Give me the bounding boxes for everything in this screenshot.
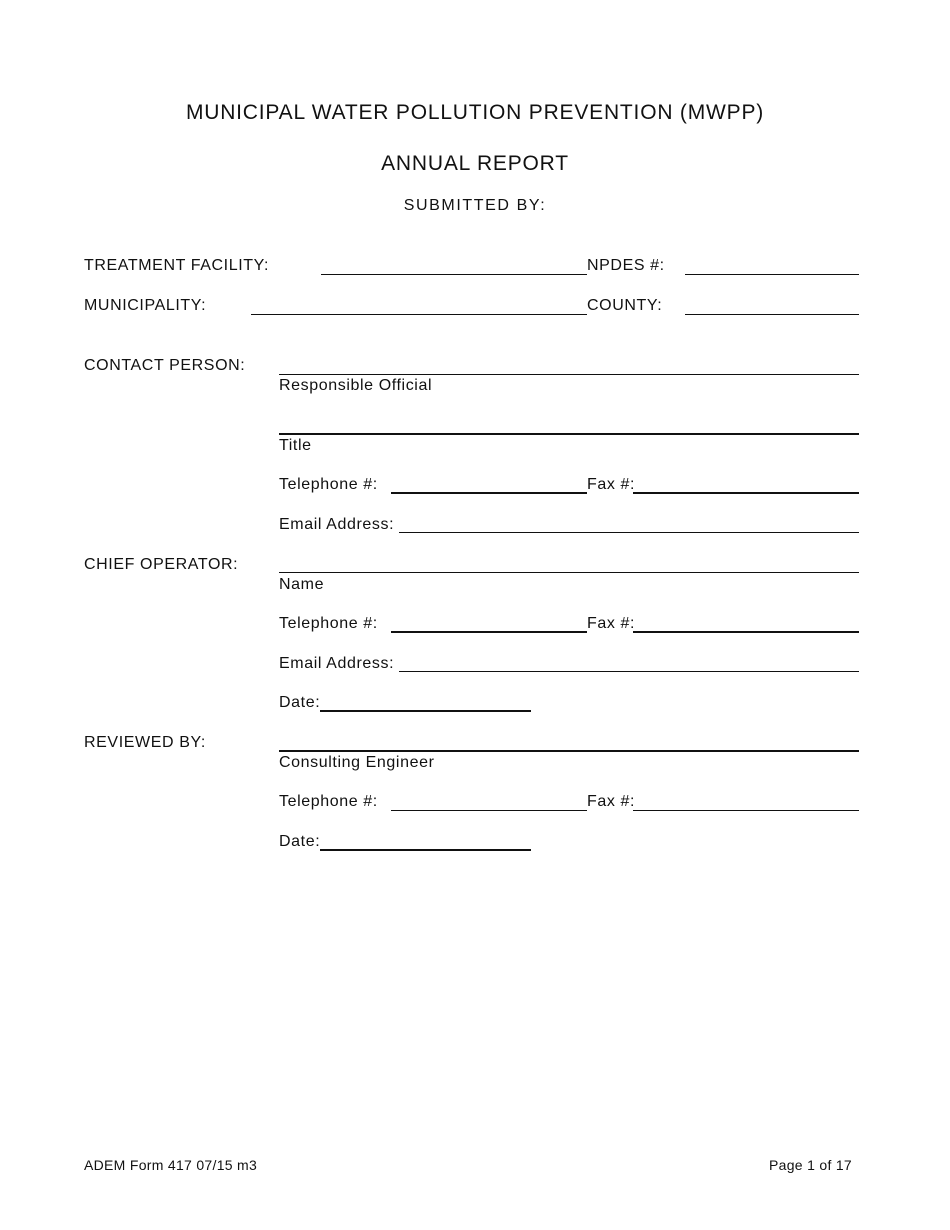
npdes-label: NPDES #: xyxy=(587,257,665,274)
contact-email-field[interactable] xyxy=(399,532,859,533)
reviewer-telephone-label: Telephone #: xyxy=(279,793,378,810)
contact-person-label: CONTACT PERSON: xyxy=(84,357,246,374)
contact-fax-label: Fax #: xyxy=(587,476,636,493)
operator-telephone-label: Telephone #: xyxy=(279,615,378,632)
submitted-by-label: SUBMITTED BY: xyxy=(403,197,547,214)
county-field[interactable] xyxy=(685,314,859,315)
reviewed-by-label: REVIEWED BY: xyxy=(84,734,206,751)
page-number: Page 1 of 17 xyxy=(769,1157,852,1173)
npdes-field[interactable] xyxy=(685,274,859,275)
contact-title-caption: Title xyxy=(279,437,312,454)
form-identifier: ADEM Form 417 07/15 m3 xyxy=(84,1157,258,1173)
operator-name-caption: Name xyxy=(279,576,325,593)
operator-telephone-field[interactable] xyxy=(391,631,587,633)
operator-date-field[interactable] xyxy=(320,710,531,712)
county-label: COUNTY: xyxy=(587,297,663,314)
operator-name-field[interactable] xyxy=(279,572,859,573)
operator-email-field[interactable] xyxy=(399,671,859,672)
contact-fax-field[interactable] xyxy=(633,492,859,494)
reviewer-fax-field[interactable] xyxy=(633,810,859,811)
treatment-facility-label: TREATMENT FACILITY: xyxy=(84,257,270,274)
responsible-official-caption: Responsible Official xyxy=(279,377,433,394)
operator-email-label: Email Address: xyxy=(279,655,395,672)
reviewer-telephone-field[interactable] xyxy=(391,810,587,811)
document-title: MUNICIPAL WATER POLLUTION PREVENTION (MWPP) xyxy=(185,101,765,124)
contact-title-field[interactable] xyxy=(279,433,859,435)
reviewer-fax-label: Fax #: xyxy=(587,793,636,810)
municipality-field[interactable] xyxy=(251,314,587,315)
contact-telephone-label: Telephone #: xyxy=(279,476,378,493)
operator-date-label: Date: xyxy=(279,694,321,711)
reviewer-date-label: Date: xyxy=(279,833,321,850)
municipality-label: MUNICIPALITY: xyxy=(84,297,207,314)
consulting-engineer-field[interactable] xyxy=(279,750,859,752)
treatment-facility-field[interactable] xyxy=(321,274,587,275)
contact-telephone-field[interactable] xyxy=(391,492,587,494)
reviewer-date-field[interactable] xyxy=(320,849,531,851)
contact-email-label: Email Address: xyxy=(279,516,395,533)
operator-fax-label: Fax #: xyxy=(587,615,636,632)
responsible-official-field[interactable] xyxy=(279,374,859,375)
consulting-engineer-caption: Consulting Engineer xyxy=(279,754,435,771)
document-subtitle: ANNUAL REPORT xyxy=(381,152,569,175)
chief-operator-label: CHIEF OPERATOR: xyxy=(84,556,239,573)
operator-fax-field[interactable] xyxy=(633,631,859,633)
